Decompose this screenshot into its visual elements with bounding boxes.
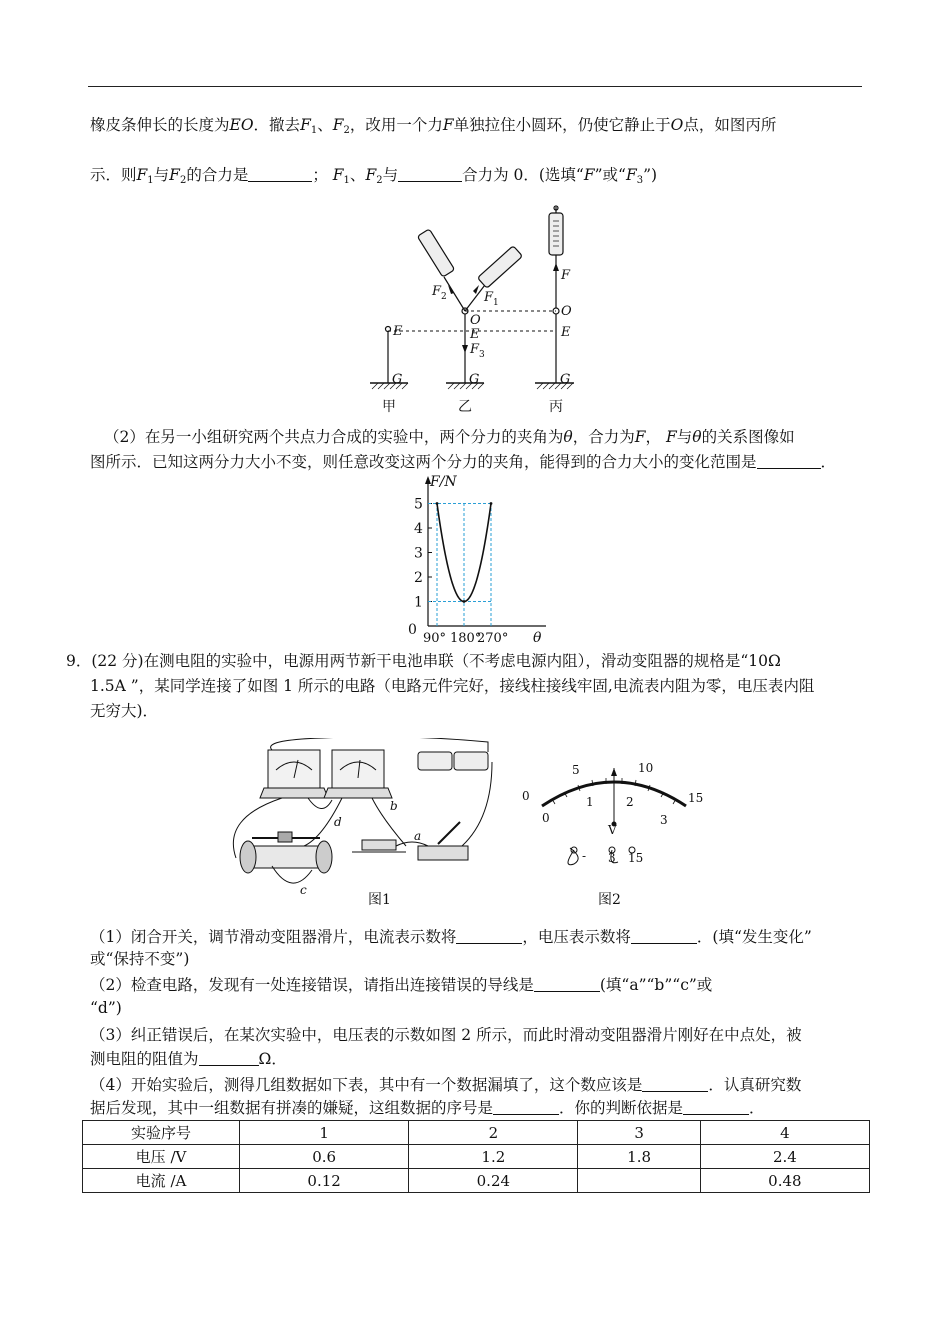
data-point [490, 502, 493, 505]
q9-part3-line2: 测电阻的阻值为 Ω． [90, 1050, 287, 1068]
answer-blank[interactable] [534, 977, 600, 992]
label-O: O [561, 304, 572, 319]
label-G: G [392, 372, 403, 387]
terminal-3: 3 [608, 851, 616, 865]
table-cell: 1.2 [409, 1145, 578, 1169]
figure2-caption: 图2 [598, 892, 621, 908]
caption-yi: 乙 [458, 399, 472, 415]
scale-bottom-2: 2 [626, 795, 634, 809]
y-tick-label: 2 [414, 570, 423, 586]
label-F3: F [470, 342, 480, 357]
label-E: E [393, 324, 403, 339]
table-cell: 电压 /V [83, 1145, 240, 1169]
scale-bottom-1: 1 [586, 795, 594, 809]
wire-label-a: a [414, 829, 422, 843]
table-cell: 实验序号 [83, 1121, 240, 1145]
table-cell: 1 [240, 1121, 409, 1145]
x-tick-label: 180° [450, 631, 482, 644]
y-tick-label: 4 [414, 521, 423, 537]
table-cell: 4 [700, 1121, 869, 1145]
x-tick-label: 270° [477, 631, 509, 644]
force-figure [360, 205, 600, 420]
label-O: O [470, 313, 481, 328]
scale-top-5: 5 [572, 763, 580, 777]
q9-part2-line2: “d”) [90, 999, 122, 1017]
table-cell: 1.8 [578, 1145, 700, 1169]
answer-blank[interactable] [683, 1100, 749, 1115]
answer-blank[interactable] [456, 929, 522, 944]
label-G: G [560, 372, 571, 387]
header-rule [88, 86, 862, 87]
label-F: F [561, 268, 571, 283]
data-point [463, 600, 466, 603]
answer-blank[interactable] [642, 1077, 708, 1092]
table-header-row [83, 1121, 870, 1145]
label-E: E [561, 325, 571, 340]
y-tick-label: 0 [408, 622, 417, 638]
wire-label-c: c [300, 883, 307, 897]
wire-label-b: b [390, 799, 398, 813]
circuit-figure [222, 738, 712, 910]
scale-top-10: 10 [638, 761, 654, 775]
table-cell: 2.4 [700, 1145, 869, 1169]
y-tick-label: 5 [414, 496, 423, 513]
data-point [436, 502, 439, 505]
label-F2-sub: 2 [441, 292, 447, 302]
para1-line1: 橡皮条伸长的长度为EO．撤去$F_1$、$F_2$，改用一个力F单独拉住小圆环，仍使它静止于O点，如图丙所 [90, 116, 777, 136]
answer-blank[interactable] [631, 929, 697, 944]
q9-part4-line1: （4）开始实验后，测得几组数据如下表，其中有一个数据漏填了，这个数应该是 ．认真研究数 [90, 1076, 802, 1094]
y-axis-label: F/N [430, 474, 457, 490]
q9-part4-line2: 据后发现，其中一组数据有拼凑的嫌疑，这组数据的序号是 ．你的判断依据是 ． [90, 1099, 765, 1117]
para2-line1: （2）在另一小组研究两个共点力合成的实验中，两个分力的夹角为θ，合力为F， F与θ的关系图像如 [104, 428, 795, 446]
answer-blank[interactable] [248, 167, 312, 182]
terminal-15: 15 [628, 851, 644, 865]
q9-line1: 9．(22 分)在测电阻的实验中，电源用两节新干电池串联（不考虑电源内阻），滑动变阻器的规格是“10Ω [66, 652, 781, 670]
x-tick-label: 90° [423, 631, 447, 644]
q9-part2-line1: （2）检查电路，发现有一处连接错误，请指出连接错误的导线是 (填“a”“b”“c”或 [90, 976, 713, 994]
scale-bottom-3: 3 [660, 813, 668, 827]
caption-bing: 丙 [549, 399, 563, 415]
table-cell: 0.6 [240, 1145, 409, 1169]
terminal-minus: - [582, 849, 587, 863]
table-cell: 2 [409, 1121, 578, 1145]
table-cell: 0.48 [700, 1169, 869, 1193]
answer-blank[interactable] [757, 454, 821, 469]
table-cell: 0.24 [409, 1169, 578, 1193]
label-E: E [470, 327, 480, 342]
y-tick-label: 1 [414, 594, 423, 611]
wire-label-d: d [334, 815, 342, 829]
table-row [83, 1169, 870, 1193]
para2-line2: 图所示．已知这两分力大小不变，则任意改变这两个分力的夹角，能得到的合力大小的变化范围是 ． [90, 453, 837, 471]
label-G: G [469, 372, 480, 387]
label-F2: F [432, 284, 442, 299]
y-tick-label: 3 [414, 545, 423, 562]
table-cell: 3 [578, 1121, 700, 1145]
figure1-caption: 图1 [368, 892, 391, 908]
data-table [82, 1120, 870, 1193]
table-row [83, 1145, 870, 1169]
para1-line2: 示．则$F_1$与$F_2$的合力是 ； $F_1$、$F_2$与 合力为 0．(选填“F”或“$F_3$”) [90, 166, 658, 186]
label-F1: F [484, 290, 494, 305]
f-theta-chart [400, 474, 550, 644]
q9-part1-line2: 或“保持不变”) [90, 950, 190, 968]
answer-blank[interactable] [199, 1051, 259, 1066]
scale-top-15: 15 [688, 791, 704, 805]
table-cell [578, 1169, 700, 1193]
voltmeter-unit: V [608, 823, 617, 837]
table-cell: 0.12 [240, 1169, 409, 1193]
x-axis-label: θ [533, 630, 542, 644]
answer-blank[interactable] [398, 167, 462, 182]
label-F1-sub: 1 [493, 298, 499, 308]
scale-zero-bottom: 0 [542, 811, 550, 825]
q9-line3: 无穷大)． [90, 702, 159, 720]
scale-zero-top: 0 [522, 789, 530, 803]
answer-blank[interactable] [493, 1100, 559, 1115]
label-F3-sub: 3 [479, 350, 485, 360]
q9-line2: 1.5A ”，某同学连接了如图 1 所示的电路（电路元件完好，接线柱接线牢固,电流表内阻为零，电压表内阻 [90, 677, 815, 695]
table-cell: 电流 /A [83, 1169, 240, 1193]
caption-jia: 甲 [382, 399, 396, 415]
q9-part3-line1: （3）纠正错误后，在某次实验中，电压表的示数如图 2 所示，而此时滑动变阻器滑片刚好在中点处，被 [90, 1026, 802, 1044]
q9-part1-line1: （1）闭合开关，调节滑动变阻器滑片，电流表示数将 ，电压表示数将 ．(填“发生变化” [90, 928, 812, 946]
